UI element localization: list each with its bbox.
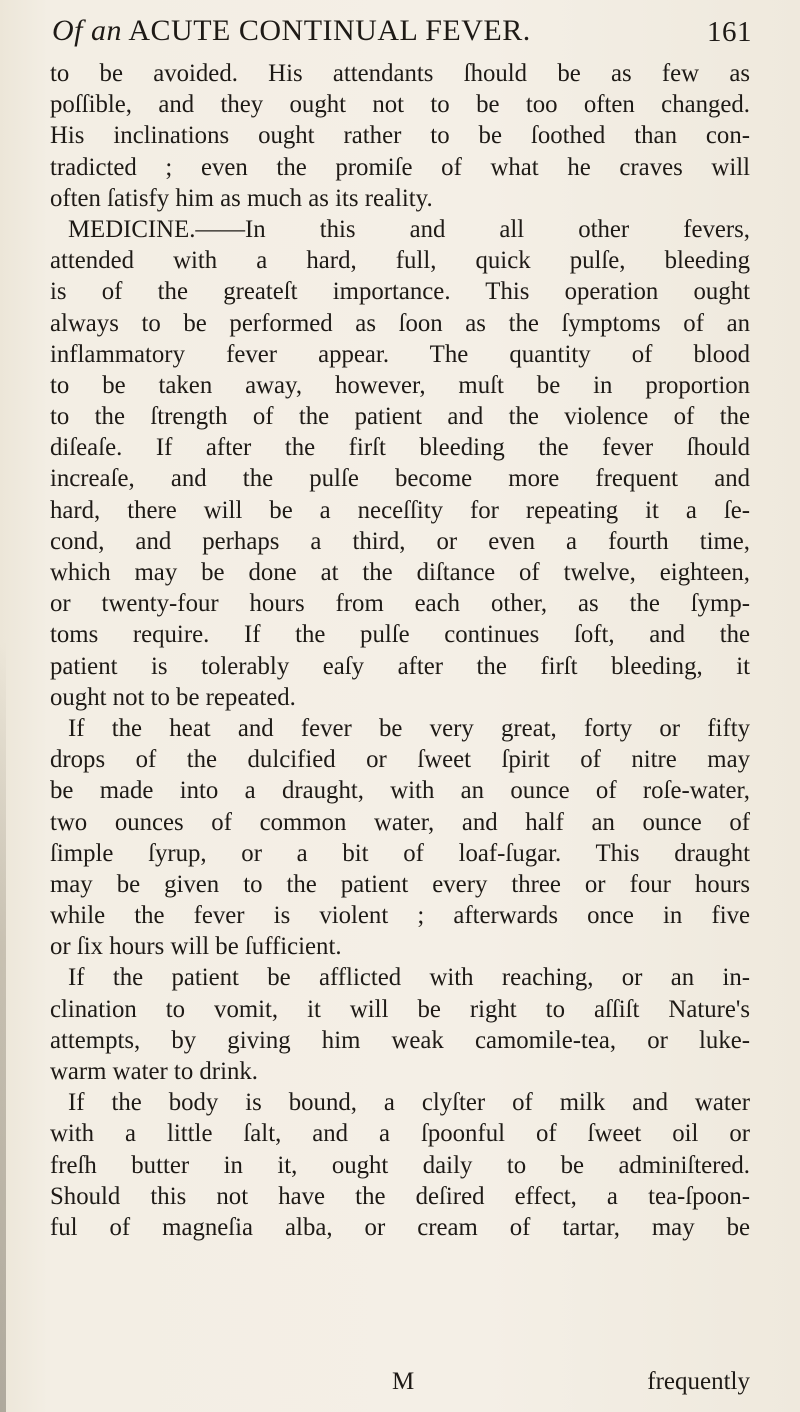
page-edge-shadow — [0, 640, 6, 1412]
text-line: attempts, by giving him weak camomile-tea, or luke- — [50, 1026, 750, 1054]
page-number: 161 — [707, 16, 752, 48]
text-line: to the ſtrength of the patient and the violence of the — [50, 403, 750, 431]
text-line: toms require. If the pulſe continues ſoft, and the — [50, 621, 750, 649]
paragraph-start-line: If the body is bound, a clyſter of milk and water — [68, 1089, 750, 1117]
text-line: Should this not have the deſired effect, a tea-ſpoon- — [50, 1182, 750, 1210]
text-line: attended with a hard, full, quick pulſe, bleeding — [50, 247, 750, 275]
text-line: often ſatisfy him as much as its reality. — [50, 184, 433, 212]
text-line: poſſible, and they ought not to be too often changed. — [50, 91, 750, 119]
text-line: to be taken away, however, muſt be in proportion — [50, 371, 750, 399]
text-line: two ounces of common water, and half an ounce of — [50, 808, 750, 836]
text-line: with a little ſalt, and a ſpoonful of ſweet oil or — [50, 1120, 750, 1148]
text-line: drops of the dulcified or ſweet ſpirit of nitre may — [50, 746, 750, 774]
page-footer — [50, 1368, 750, 1400]
paragraph-start-line: If the patient be afflicted with reaching, or an in- — [68, 964, 750, 992]
text-line: tradicted ; even the promiſe of what he craves will — [50, 153, 750, 181]
text-line: or twenty-four hours from each other, as the ſymp- — [50, 590, 750, 618]
text-line: cond, and perhaps a third, or even a fourth time, — [50, 527, 750, 555]
text-line: inflammatory fever appear. The quantity of blood — [50, 340, 750, 368]
header-prefix: Of an — [52, 14, 122, 47]
body-text — [50, 58, 750, 1243]
text-line: be made into a draught, with an ounce of roſe-water, — [50, 777, 750, 805]
section-heading-line: MEDICINE.——In this and all other fevers, — [68, 215, 750, 243]
text-line: to be avoided. His attendants ſhould be as few as — [50, 60, 750, 87]
text-line: freſh butter in it, ought daily to be adminiſtered. — [50, 1151, 750, 1179]
text-line: patient is tolerably eaſy after the firſt bleeding, it — [50, 652, 750, 680]
text-line: ſimple ſyrup, or a bit of loaf-ſugar. This draught — [50, 839, 750, 867]
text-line: warm water to drink. — [50, 1058, 258, 1085]
text-line: is of the greateſt importance. This operation ought — [50, 278, 750, 306]
running-header — [52, 14, 752, 48]
paragraph-start-line: If the heat and fever be very great, forty or fifty — [68, 714, 750, 742]
text-line: or ſix hours will be ſufficient. — [50, 933, 342, 961]
catchword: frequently — [647, 1368, 750, 1395]
text-line: ful of magneſia alba, or cream of tartar, may be — [50, 1213, 750, 1241]
text-line: which may be done at the diſtance of twelve, eighteen, — [50, 559, 750, 586]
text-line: ought not to be repeated. — [50, 683, 296, 711]
header-title: ACUTE CONTINUAL FEVER. — [128, 14, 531, 47]
text-line: His inclinations ought rather to be ſoothed than con- — [50, 122, 750, 150]
text-line: may be given to the patient every three or four hours — [50, 870, 750, 898]
text-line: diſeaſe. If after the firſt bleeding the fever ſhould — [50, 434, 750, 462]
text-line: increaſe, and the pulſe become more frequent and — [50, 465, 750, 493]
text-line: while the fever is violent ; afterwards once in five — [50, 902, 750, 930]
text-line: hard, there will be a neceſſity for repeating it a ſe- — [50, 496, 750, 524]
text-line: always to be performed as ſoon as the ſymptoms of an — [50, 309, 750, 337]
text-line: clination to vomit, it will be right to aſſiſt Nature's — [50, 995, 750, 1023]
signature-mark: M — [392, 1368, 415, 1395]
